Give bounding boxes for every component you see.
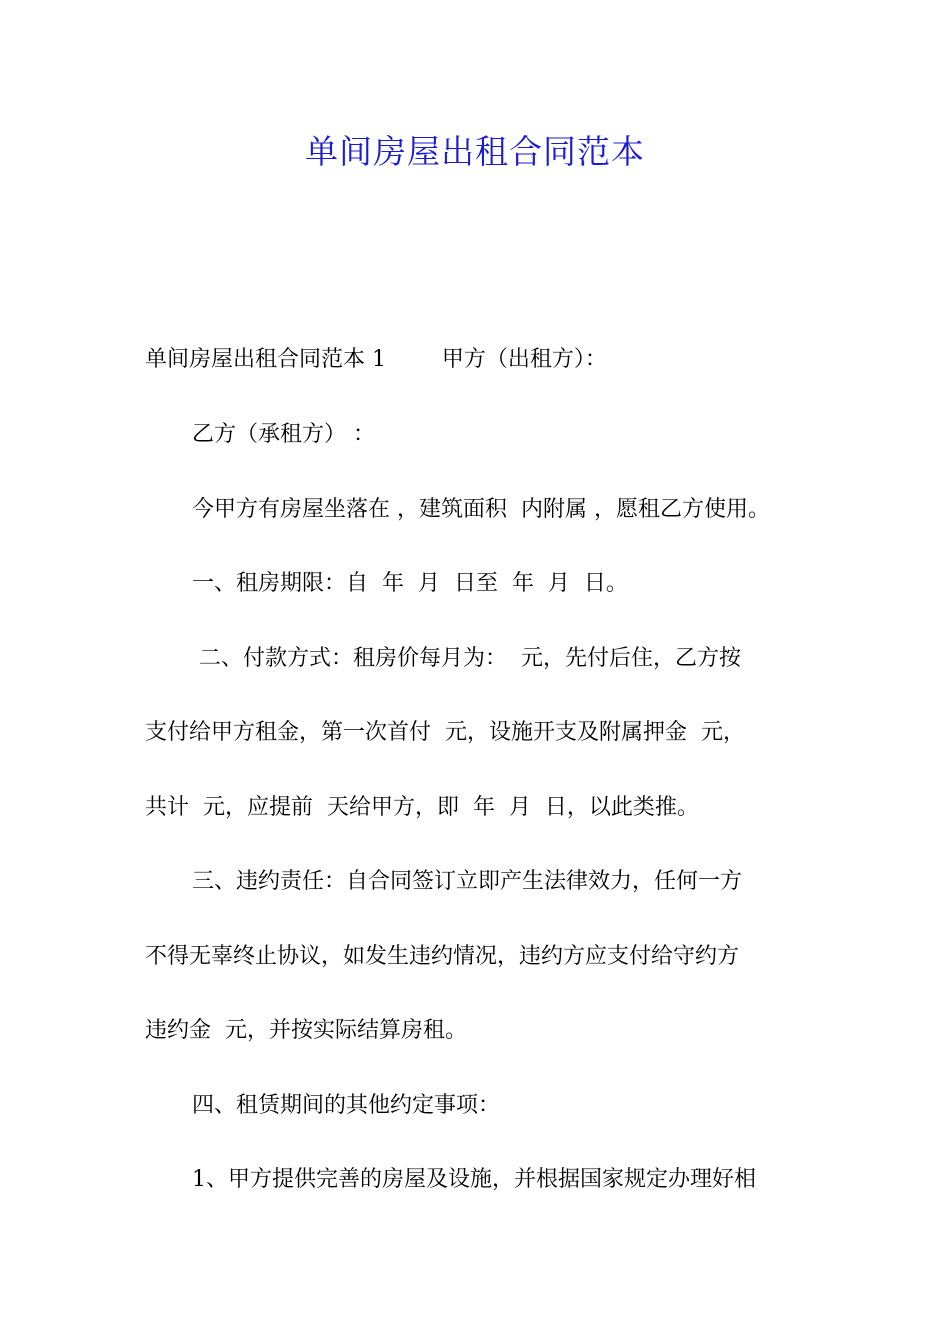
clause-2-payment-line-2: 支付给甲方租金，第一次首付 元，设施开支及附属押金 元， bbox=[145, 720, 745, 745]
clause-4-item-1: 1、甲方提供完善的房屋及设施，并根据国家规定办理好相 bbox=[192, 1167, 756, 1192]
document-title: 单间房屋出租合同范本 bbox=[305, 132, 645, 171]
contract-heading-line: 单间房屋出租合同范本 1 甲方（出租方）： bbox=[145, 347, 607, 372]
clause-2-payment-line-1: 二、付款方式：租房价每月为： 元，先付后住，乙方按 bbox=[192, 646, 741, 671]
clause-4-heading: 四、租赁期间的其他约定事项： bbox=[192, 1093, 501, 1118]
clause-3-breach-line-2: 不得无辜终止协议，如发生违约情况，违约方应支付给守约方 bbox=[145, 944, 740, 969]
clause-3-breach-line-3: 违约金 元，并按实际结算房租。 bbox=[145, 1018, 467, 1043]
property-line: 今甲方有房屋坐落在 ，建筑面积 内附属 ，愿租乙方使用。 bbox=[192, 497, 770, 522]
clause-1-term: 一、租房期限：自 年 月 日至 年 月 日。 bbox=[192, 571, 628, 596]
clause-3-breach-line-1: 三、违约责任：自合同签订立即产生法律效力，任何一方 bbox=[192, 869, 743, 894]
clause-2-payment-line-3: 共计 元，应提前 天给甲方，即 年 月 日，以此类推。 bbox=[145, 795, 699, 820]
party-b-line: 乙方（承租方） ： bbox=[192, 422, 375, 447]
